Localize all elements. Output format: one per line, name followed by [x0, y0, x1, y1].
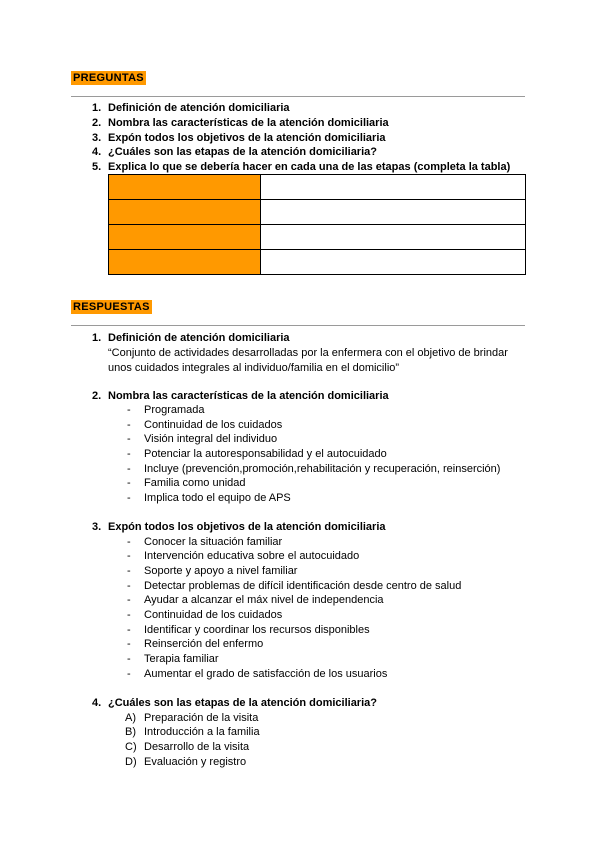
- list-item: - Familia como unidad: [127, 477, 246, 489]
- stage-item: D) Evaluación y registro: [125, 756, 247, 768]
- table-row: [109, 225, 526, 250]
- pregunta-number: 2.: [92, 117, 102, 129]
- stage-cell-highlight: [109, 225, 261, 250]
- pregunta-text: ¿Cuáles son las etapas de la atención domiciliaria?: [108, 146, 377, 158]
- respuesta-number: 4.: [92, 697, 102, 709]
- pregunta-text: Explica lo que se debería hacer en cada una de las etapas (completa la tabla): [108, 161, 511, 173]
- respuesta-1-question: [92, 331, 290, 346]
- list-item: - Continuidad de los cuidados: [127, 419, 283, 431]
- table-row: [109, 250, 526, 275]
- pregunta-1: [92, 101, 290, 116]
- list-item: - Visión integral del individuo: [127, 433, 278, 445]
- respuesta-4-question: [92, 696, 377, 711]
- pregunta-number: 5.: [92, 161, 102, 173]
- list-item: - Ayudar a alcanzar el máx nivel de independencia: [127, 594, 384, 606]
- list-item: - Conocer la situación familiar: [127, 536, 283, 548]
- respuestas-heading: RESPUESTAS: [73, 301, 150, 313]
- pregunta-2: [92, 116, 389, 131]
- respuesta-2-question: [92, 389, 389, 404]
- list-item: - Identificar y coordinar los recursos disponibles: [127, 624, 370, 636]
- list-item: - Detectar problemas de difícil identificación desde centro de salud: [127, 580, 462, 592]
- list-item: - Potenciar la autoresponsabilidad y el autocuidado: [127, 448, 387, 460]
- stage-cell-empty: [261, 225, 526, 250]
- pregunta-number: 3.: [92, 132, 102, 144]
- table-row: [109, 200, 526, 225]
- list-item: - Incluye (prevención,promoción,rehabilitación y recuperación, reinserción): [127, 463, 501, 475]
- list-item: - Programada: [127, 404, 205, 416]
- list-item: - Aumentar el grado de satisfacción de los usuarios: [127, 668, 388, 680]
- list-item: - Reinserción del enfermo: [127, 638, 264, 650]
- respuesta-number: 2.: [92, 390, 102, 402]
- list-item: - Intervención educativa sobre el autocuidado: [127, 550, 360, 562]
- pregunta-5: [92, 160, 510, 175]
- stage-cell-highlight: [109, 200, 261, 225]
- stage-item: C) Desarrollo de la visita: [125, 741, 250, 753]
- definition-line-2: unos cuidados integrales al individuo/familia en el domicilio”: [108, 362, 400, 374]
- list-item: - Terapia familiar: [127, 653, 219, 665]
- pregunta-text: Nombra las características de la atención domiciliaria: [108, 117, 389, 129]
- respuesta-question-text: Expón todos los objetivos de la atención domiciliaria: [108, 521, 386, 533]
- respuesta-question-text: Nombra las características de la atención domiciliaria: [108, 390, 389, 402]
- definition-line-1: “Conjunto de actividades desarrolladas por la enfermera con el objetivo de brindar: [108, 347, 508, 359]
- list-item: - Continuidad de los cuidados: [127, 609, 283, 621]
- list-item: - Soporte y apoyo a nivel familiar: [127, 565, 298, 577]
- respuesta-number: 1.: [92, 332, 102, 344]
- stage-cell-highlight: [109, 175, 261, 200]
- stages-table: [108, 174, 526, 275]
- stage-item: B) Introducción a la familia: [125, 726, 260, 738]
- respuesta-question-text: Definición de atención domiciliaria: [108, 332, 290, 344]
- pregunta-4: [92, 145, 377, 160]
- pregunta-text: Definición de atención domiciliaria: [108, 102, 290, 114]
- respuesta-3-question: [92, 520, 386, 535]
- respuesta-question-text: ¿Cuáles son las etapas de la atención domiciliaria?: [108, 697, 377, 709]
- pregunta-number: 1.: [92, 102, 102, 114]
- preguntas-heading: PREGUNTAS: [73, 72, 144, 84]
- stage-cell-empty: [261, 250, 526, 275]
- pregunta-number: 4.: [92, 146, 102, 158]
- list-item: - Implica todo el equipo de APS: [127, 492, 291, 504]
- pregunta-text: Expón todos los objetivos de la atención domiciliaria: [108, 132, 386, 144]
- stage-item: A) Preparación de la visita: [125, 712, 259, 724]
- stage-cell-highlight: [109, 250, 261, 275]
- stage-cell-empty: [261, 200, 526, 225]
- pregunta-3: [92, 131, 386, 146]
- respuestas-rule: [71, 325, 525, 326]
- table-row: [109, 175, 526, 200]
- respuesta-number: 3.: [92, 521, 102, 533]
- stage-cell-empty: [261, 175, 526, 200]
- preguntas-rule: [71, 96, 525, 97]
